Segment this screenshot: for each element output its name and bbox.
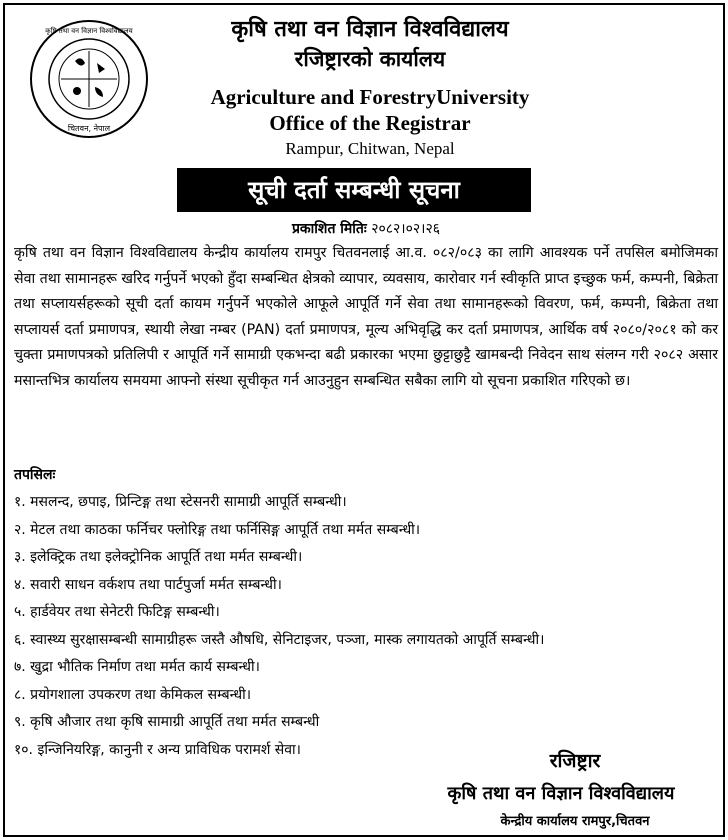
list-item: १. मसलन्द, छपाइ, प्रिन्टिङ्ग तथा स्टेसनरी सामाग्री आपूर्ति सम्बन्धी। (14, 494, 347, 510)
university-name-english: Agriculture and ForestryUniversity (210, 85, 530, 109)
list-item: ६. स्वास्थ्य सुरक्षासम्बन्धी सामाग्रीहरू जस्तै औषधि, सेनिटाइजर, पञ्जा, मास्क लगायतको आपूर्ति सम्बन्धी। (14, 631, 545, 648)
signature-university: कृषि तथा वन विज्ञान विश्वविद्यालय (447, 783, 675, 804)
published-date-line (5, 219, 727, 238)
office-name-nepali: रजिष्ट्रारको कार्यालय (294, 47, 446, 71)
list-item: ८. प्रयोगशाला उपकरण तथा केमिकल सम्बन्धी। (14, 686, 252, 703)
notice-body-paragraph: कृषि तथा वन विज्ञान विश्वविद्यालय केन्द्रीय कार्यालय रामपुर चितवनलाई आ.व. ०८२/०८३ का लागि आवश्यक पर्ने तपसिल बमोजिमका सेवा तथा सामानहरू खरिद गर्नुपर्ने भएको हुँदा सम्बन्धित क्षेत्रको व्यापार, व्यवसाय, कारोवार गर्न स्वीकृति प्राप्त इच्छुक फर्म, कम्पनी, बिक्रेता तथा सप्लायर्सहरूको सूची दर्ता कायम गर्नुपर्ने भएकोले आफूले आपूर्ति गर्ने सेवा तथा सामानहरूको विवरण, फर्म, कम्पनी, बिक्रेता तथा सप्लायर्स दर्ता प्रमाणपत्र, स्थायी लेखा नम्बर (PAN) दर्ता प्रमाणपत्र, मूल्य अभिवृद्धि कर दर्ता प्रमाणपत्र, आर्थिक वर्ष २०८०/२०८१ को कर चुक्ता प्रमाणपत्रको प्रतिलिपी र आपूर्ति गर्ने सामाग्री एकभन्दा बढी प्रकारका भएमा छुट्टाछुट्टै खामबन्दी निवेदन साथ संलग्न गरी २०८२ असार मसान्तभित्र कार्यालय समयमा आफ्नो संस्था सूचीकृत गर्न आउनुहुन सम्बन्धित सबैका लागि यो सूचना प्रकाशित गरिएको छ। (14, 245, 718, 389)
service-list (14, 489, 724, 764)
university-name-nepali: कृषि तथा वन विज्ञान विश्वविद्यालय (231, 17, 509, 42)
published-date-label: प्रकाशित मितिः (291, 221, 367, 237)
list-heading: तपसिलः (14, 467, 56, 483)
list-item: ५. हार्डवेयर तथा सेनेटरी फिटिङ्ग सम्बन्धी। (14, 604, 220, 620)
list-item: ३. इलेक्ट्रिक तथा इलेक्ट्रोनिक आपूर्ति तथा मर्मत सम्बन्धी। (14, 549, 303, 565)
list-item: ७. खुद्रा भौतिक निर्माण तथा मर्मत कार्य सम्बन्धी। (14, 659, 260, 675)
published-date-value: २०८२।०२।२६ (371, 221, 441, 237)
office-name-english: Office of the Registrar (269, 111, 471, 135)
notice-frame (3, 3, 725, 837)
list-item: १०. इन्जिनियरिङ्ग, कानुनी र अन्य प्राविधिक परामर्श सेवा। (14, 741, 301, 758)
list-item: २. मेटल तथा काठका फर्निचर फ्लोरिङ्ग तथा फर्निसिङ्ग आपूर्ति तथा मर्मत सम्बन्धी। (14, 521, 421, 538)
notice-title-banner: सूची दर्ता सम्बन्धी सूचना (177, 168, 531, 212)
list-item: ४. सवारी साधन वर्कशप तथा पार्टपुर्जा मर्मत सम्बन्धी। (14, 576, 282, 593)
list-item: ९. कृषि औजार तथा कृषि सामाग्री आपूर्ति तथा मर्मत सम्बन्धी (14, 714, 320, 730)
address-english: Rampur, Chitwan, Nepal (285, 139, 455, 158)
svg-text:चितवन, नेपाल: चितवन, नेपाल (67, 124, 111, 133)
svg-text:कृषि तथा वन विज्ञान विश्वविद्य: कृषि तथा वन विज्ञान विश्वविद्यालय (45, 27, 133, 35)
signature-title: रजिष्ट्रार (549, 750, 601, 772)
signature-office: केन्द्रीय कार्यालय रामपुर,चितवन (500, 814, 650, 829)
university-seal-logo (27, 17, 151, 141)
